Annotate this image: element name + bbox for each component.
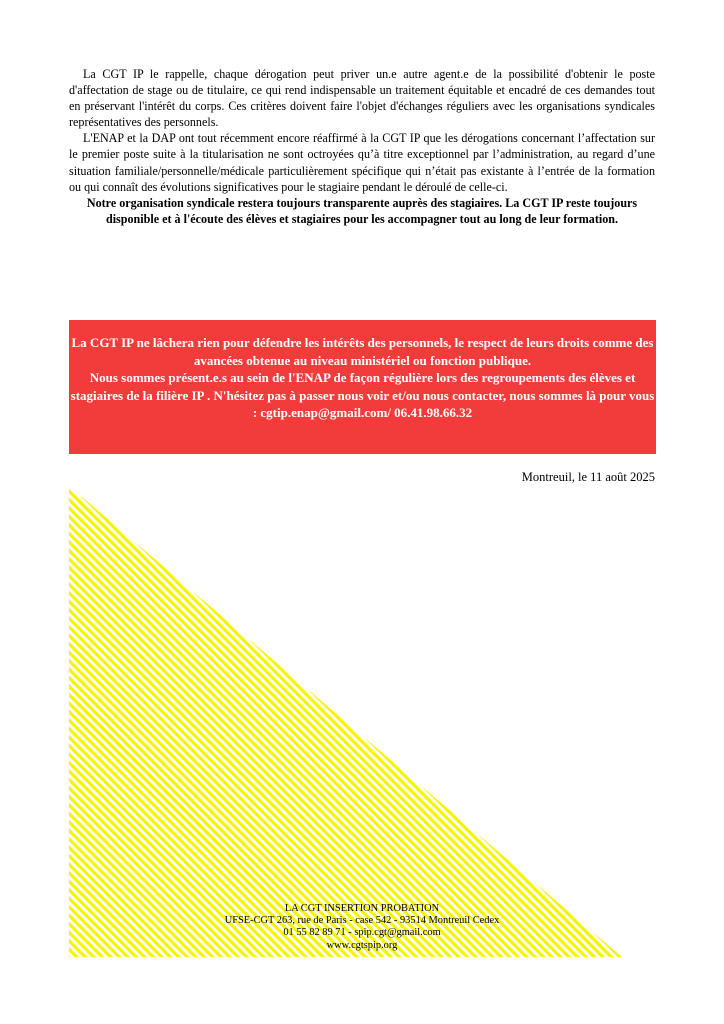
- paragraph-derogation: La CGT IP le rappelle, chaque dérogation peut priver un.e autre agent.e de la possibilité d'obtenir le poste d'affectation de stage ou de titulaire, ce qui rend indispensable un traitement équitable et encadré de ces demandes tout en préservant l'intérêt du corps. Ces critères doivent faire l'objet d'échanges réguliers avec les organisations syndicales représentatives des personnels.: [69, 67, 655, 130]
- footer: [0, 903, 724, 952]
- highlight-line-defense: La CGT IP ne lâchera rien pour défendre les intérêts des personnels, le respect de leurs droits comme des avancées obtenue au niveau ministériel ou fonction publique.: [71, 335, 654, 368]
- paragraph-enap-dap: L'ENAP et la DAP ont tout récemment encore réaffirmé à la CGT IP que les dérogations concernant l’affectation sur le premier poste suite à la titularisation ne sont octroyées qu’à titre exceptionnel par l’administration, au regard d’une situation familiale/personnelle/médicale particulièrement spécifique qui n’était pas existante à l’entrée de la formation ou qui connaît des évolutions significatives pour le stagiaire pendant le déroulé de celle-ci.: [69, 131, 655, 194]
- highlight-line-contact: Nous sommes présent.e.s au sein de l'ENAP de façon régulière lors des regroupements des élèves et stagiaires de la filière IP . N'hésitez pas à passer nous voir et/ou nous contacter, nous sommes là pour vous : cgtip.enap@gmail.com/ 06.41.98.66.32: [70, 370, 655, 421]
- footer-contact: 01 55 82 89 71 - spip.cgt@gmail.com: [283, 927, 441, 939]
- footer-org: LA CGT INSERTION PROBATION: [284, 903, 440, 914]
- paragraph-transparency: Notre organisation syndicale restera toujours transparente auprès des stagiaires. La CGT IP reste toujours disponible et à l'écoute des élèves et stagiaires pour les accompagner tout au long de leur formation.: [86, 195, 638, 226]
- footer-address: UFSE-CGT 263, rue de Paris - case 542 - 93514 Montreuil Cedex: [224, 915, 500, 927]
- body-text: [69, 66, 655, 227]
- footer-website: www.cgtspip.org: [326, 939, 398, 951]
- highlight-box: [69, 320, 656, 454]
- date-location: Montreuil, le 11 août 2025: [521, 470, 655, 484]
